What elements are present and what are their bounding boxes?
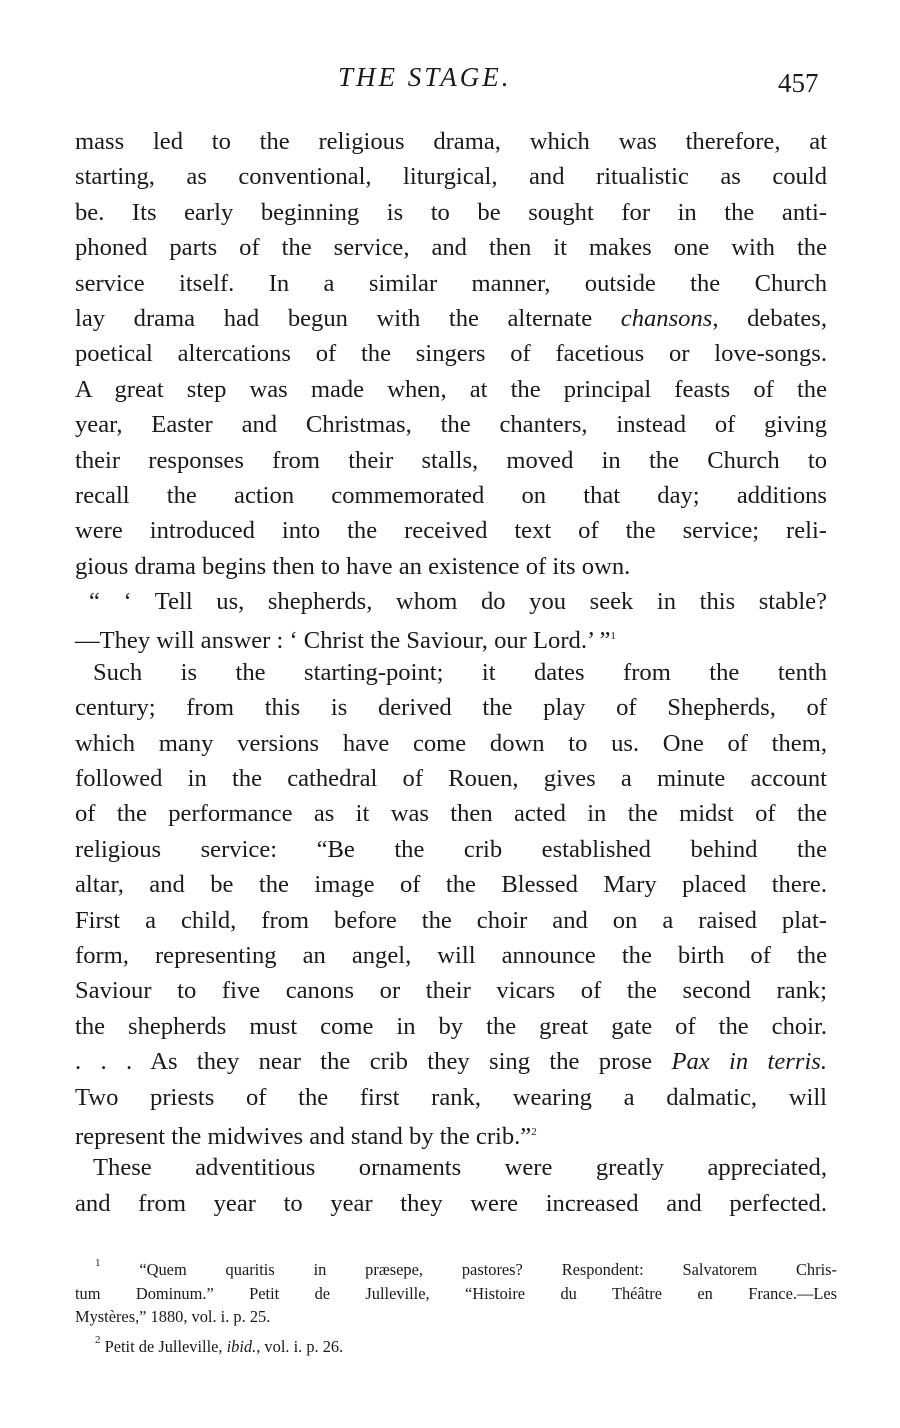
text-run: . . . As they near the crib they sing the prose xyxy=(75,1048,672,1076)
text-line xyxy=(75,1044,827,1079)
footnote-mark: 1 xyxy=(95,1257,101,1269)
text-line: starting, as conventional, liturgical, and ritualistic as could xyxy=(75,163,827,191)
running-title: THE STAGE. xyxy=(338,62,512,92)
text-line xyxy=(75,1115,827,1150)
footnote-line: tum Dominum.” Petit de Julleville, “Histoire du Théâtre en France.—Les xyxy=(75,1283,837,1303)
text-line xyxy=(75,301,827,336)
footnote-ref: 1 xyxy=(610,630,616,643)
text-line: A great step was made when, at the principal feasts of the xyxy=(75,375,827,403)
text-line: mass led to the religious drama, which was therefore, at xyxy=(75,128,827,155)
text-run: represent the midwives and stand by the crib.” xyxy=(75,1122,532,1150)
footnote-ref: 2 xyxy=(531,1125,537,1138)
text-line: century; from this is derived the play of Shepherds, of xyxy=(75,694,827,722)
text-line: phoned parts of the service, and then it makes one with the xyxy=(75,234,827,262)
text-line: gious drama begins then to have an existence of its own. xyxy=(75,552,631,580)
text-line: poetical altercations of the singers of facetious or love-songs. xyxy=(75,340,827,368)
text-run: “Quem quaritis in præsepe, pastores? Respondent: Salvatorem Chris- xyxy=(139,1260,837,1279)
text-line: which many versions have come down to us. One of them, xyxy=(75,729,827,757)
footnote-line xyxy=(75,1252,837,1282)
text-line: service itself. In a similar manner, outside the Church xyxy=(75,269,827,297)
text-run: , debates, xyxy=(712,304,827,332)
running-header xyxy=(0,62,900,102)
text-line: Two priests of the first rank, wearing a dalmatic, will xyxy=(75,1083,827,1111)
text-line: recall the action commemorated on that day; additions xyxy=(75,481,827,509)
text-line: followed in the cathedral of Rouen, gives a minute account xyxy=(75,765,827,793)
text-line: of the performance as it was then acted in the midst of the xyxy=(75,800,827,828)
footnotes xyxy=(75,1252,837,1358)
text-line: Such is the starting-point; it dates from the tenth xyxy=(93,658,827,686)
text-run: Petit de Julleville, xyxy=(104,1336,227,1356)
quote-line: “ ‘ Tell us, shepherds, whom do you seek in this stable? xyxy=(89,588,827,616)
text-run: , vol. i. p. 26. xyxy=(256,1336,344,1356)
text-line: First a child, from before the choir and on a raised plat- xyxy=(75,906,827,934)
page-number: 457 xyxy=(778,68,819,98)
text-run: lay drama had begun with the alternate xyxy=(75,304,621,332)
footnote-line: Mystères,” 1880, vol. i. p. 25. xyxy=(75,1307,271,1326)
text-line: Saviour to five canons or their vicars of the second rank; xyxy=(75,977,827,1005)
text-line: altar, and be the image of the Blessed Mary placed there. xyxy=(75,871,827,899)
text-line: religious service: “Be the crib established behind the xyxy=(75,835,827,863)
text-line: the shepherds must come in by the great gate of the choir. xyxy=(75,1012,827,1040)
quote-line xyxy=(75,619,827,654)
italic-term: ibid. xyxy=(226,1336,257,1356)
text-line: were introduced into the received text of the service; reli- xyxy=(75,517,827,545)
footnote-mark: 2 xyxy=(95,1333,101,1346)
text-line: and from year to year they were increased and perfected. xyxy=(75,1189,827,1217)
text-run: —They will answer : ‘ Christ the Saviour, our Lord.’ ” xyxy=(75,627,611,655)
text-line: form, representing an angel, will announce the birth of the xyxy=(75,941,827,969)
text-line: These adventitious ornaments were greatly appreciated, xyxy=(93,1154,827,1182)
italic-term: Pax in terris. xyxy=(671,1048,827,1076)
italic-term: chansons xyxy=(620,304,713,332)
footnote-line xyxy=(75,1329,837,1359)
text-line: year, Easter and Christmas, the chanters, instead of giving xyxy=(75,411,827,439)
main-text xyxy=(75,124,827,1221)
text-line: their responses from their stalls, moved in the Church to xyxy=(75,446,827,474)
text-line: be. Its early beginning is to be sought for in the anti- xyxy=(75,198,827,226)
